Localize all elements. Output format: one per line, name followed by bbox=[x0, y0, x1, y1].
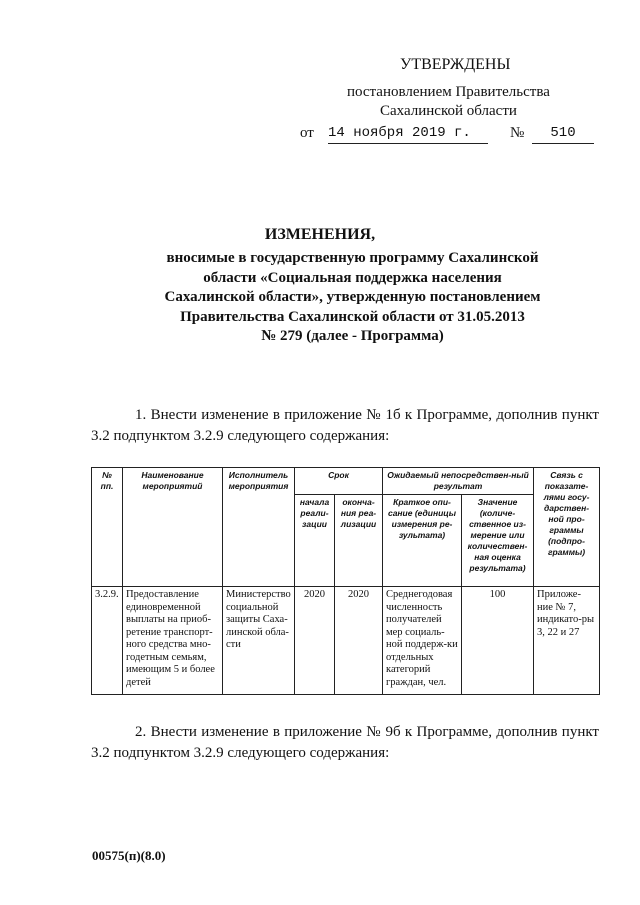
header-term-end: оконча-ния реа-лизации bbox=[335, 495, 383, 587]
header-result: Ожидаемый непосредствен-ный результат bbox=[383, 468, 534, 495]
paragraph-2 bbox=[91, 722, 599, 764]
approval-number-sign: № bbox=[510, 125, 525, 141]
subtitle-line: Сахалинской области», утвержденную постановлением bbox=[164, 289, 541, 305]
cell-end: 2020 bbox=[335, 587, 383, 695]
changes-table bbox=[91, 467, 600, 695]
approval-date-row bbox=[300, 124, 600, 146]
approval-from-label: от bbox=[300, 125, 314, 141]
cell-start: 2020 bbox=[295, 587, 335, 695]
cell-num: 3.2.9. bbox=[92, 587, 123, 695]
cell-value: 100 bbox=[462, 587, 534, 695]
subtitle-line: области «Социальная поддержка населения bbox=[203, 269, 502, 286]
subtitle-line: № 279 (далее - Программа) bbox=[261, 328, 444, 344]
header-result-value: Значение (количе-ственное из-мерение или количествен-ная оценка результата) bbox=[462, 495, 534, 587]
paragraph-1 bbox=[91, 405, 599, 447]
cell-name: Предоставление единовременной выплаты на приоб-ретение транспорт-ного средства мно-годетным семьям, имеющим 5 и более детей bbox=[123, 587, 223, 695]
document-code: 00575(п)(8.0) bbox=[92, 848, 166, 863]
header-term-start: начала реали-зации bbox=[295, 495, 335, 587]
approval-line-1: постановлением Правительства bbox=[347, 84, 550, 100]
cell-link: Приложе-ние № 7, индикато-ры 3, 22 и 27 bbox=[534, 587, 600, 695]
approval-line-2: Сахалинской области bbox=[380, 103, 517, 119]
document-subtitle bbox=[140, 249, 565, 347]
header-executor: Исполнитель мероприятия bbox=[223, 468, 295, 587]
header-link: Связь с показате-лями госу-дарствен-ной про-граммы (подпро-граммы) bbox=[534, 468, 600, 587]
cell-desc: Среднегодовая численность получателей мер социаль-ной поддерж-ки отдельных категорий граждан, чел. bbox=[383, 587, 462, 695]
cell-executor: Министерство социальной защиты Саха-линской обла-сти bbox=[223, 587, 295, 695]
subtitle-line: вносимые в государственную программу Сахалинской bbox=[166, 250, 539, 266]
header-term: Срок bbox=[295, 468, 383, 495]
document-title: ИЗМЕНЕНИЯ, bbox=[264, 226, 376, 243]
approval-date: 14 ноября 2019 г. bbox=[328, 124, 488, 144]
approval-title: УТВЕРЖДЕНЫ bbox=[400, 56, 511, 73]
paragraph-2-text: 2. Внести изменение в приложение № 9б к Программе, дополнив пункт 3.2 подпунктом 3.2.9 следующего содержания: bbox=[91, 724, 599, 761]
header-num: № пп. bbox=[92, 468, 123, 587]
subtitle-line: Правительства Сахалинской области от 31.05.2013 bbox=[180, 308, 525, 325]
table-row bbox=[92, 587, 600, 695]
paragraph-1-text: 1. Внести изменение в приложение № 1б к Программе, дополнив пункт 3.2 подпунктом 3.2.9 следующего содержания: bbox=[91, 407, 599, 444]
header-result-desc: Краткое опи-сание (единицы измерения ре-зультата) bbox=[383, 495, 462, 587]
approval-number: 510 bbox=[532, 124, 594, 144]
header-name: Наименование мероприятий bbox=[123, 468, 223, 587]
